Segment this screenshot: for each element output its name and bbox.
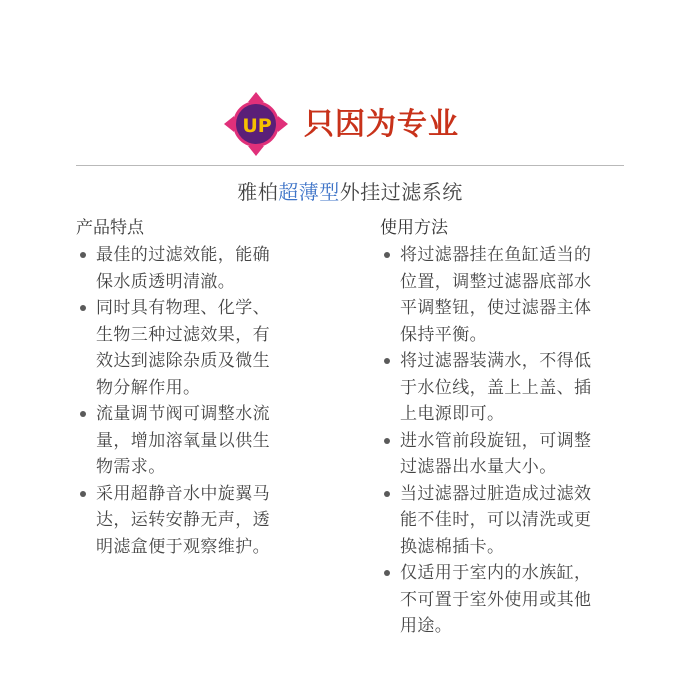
features-item (76, 401, 306, 481)
usage-item-line: 仅适用于室内的水族缸， (400, 563, 592, 583)
features-item-line: 采用超静音水中旋翼马 (96, 483, 270, 504)
features-title: 产品特点 (76, 218, 144, 238)
brand-header (224, 92, 459, 156)
features-item (76, 295, 306, 401)
usage-title: 使用方法 (380, 218, 448, 238)
up-logo (224, 92, 288, 156)
usage-item-line: 保持平衡。 (400, 324, 487, 345)
features-item-line: 最佳的过滤效能，能确 (96, 245, 270, 265)
usage-item-line: 不可置于室外使用或其他 (400, 589, 592, 610)
logo-text: UP (242, 115, 272, 137)
up-logo-icon (224, 92, 288, 156)
usage-section (380, 214, 630, 640)
features-item-line: 明滤盒便于观察维护。 (96, 536, 270, 557)
usage-item-line: 上电源即可。 (400, 404, 505, 424)
features-list (76, 242, 306, 560)
usage-item-line: 能不佳时，可以清洗或更 (400, 510, 592, 530)
features-item-line: 量，增加溶氧量以供生 (96, 430, 270, 451)
features-item-line: 效达到滤除杂质及微生 (96, 351, 270, 371)
usage-item-line: 换滤棉插卡。 (400, 536, 505, 557)
features-item-line: 达，运转安静无声，透 (96, 510, 270, 530)
product-title-prefix: 雅柏 (237, 180, 279, 204)
usage-item-line: 平调整钮，使过滤器主体 (400, 298, 592, 318)
usage-item-line: 于水位线，盖上上盖、插 (400, 377, 592, 398)
usage-item-line: 过滤器出水量大小。 (400, 457, 557, 477)
bullet-icon (384, 491, 390, 497)
usage-item (380, 560, 630, 640)
product-title (0, 176, 700, 205)
usage-list (380, 242, 630, 640)
features-item (76, 481, 306, 561)
features-item-line: 生物三种过滤效果，有 (96, 324, 270, 345)
product-title-highlight: 超薄型 (278, 180, 340, 204)
bullet-icon (80, 411, 86, 417)
features-section (76, 214, 306, 560)
usage-item (380, 428, 630, 481)
product-title-suffix: 外挂过滤系统 (339, 180, 463, 204)
bullet-icon (80, 305, 86, 311)
features-item-line: 保水质透明清澈。 (96, 271, 236, 292)
usage-item-line: 当过滤器过脏造成过滤效 (400, 483, 592, 504)
usage-item-line: 将过滤器装满水，不得低 (400, 351, 592, 371)
slogan: 只因为专业 (304, 107, 459, 142)
features-item-line: 同时具有物理、化学、 (96, 298, 270, 318)
usage-item-line: 用途。 (400, 616, 453, 636)
bullet-icon (80, 252, 86, 258)
bullet-icon (384, 252, 390, 258)
usage-item (380, 348, 630, 428)
usage-item-line: 进水管前段旋钮，可调整 (400, 430, 592, 451)
divider (76, 165, 624, 166)
usage-item-line: 位置，调整过滤器底部水 (400, 271, 592, 292)
bullet-icon (384, 570, 390, 576)
features-item-line: 流量调节阀可调整水流 (96, 404, 270, 424)
features-item-line: 物需求。 (96, 457, 166, 477)
usage-item (380, 242, 630, 348)
bullet-icon (384, 358, 390, 364)
features-item-line: 物分解作用。 (96, 377, 201, 398)
usage-item-line: 将过滤器挂在鱼缸适当的 (400, 245, 592, 265)
usage-item (380, 481, 630, 561)
features-item (76, 242, 306, 295)
bullet-icon (80, 491, 86, 497)
bullet-icon (384, 438, 390, 444)
